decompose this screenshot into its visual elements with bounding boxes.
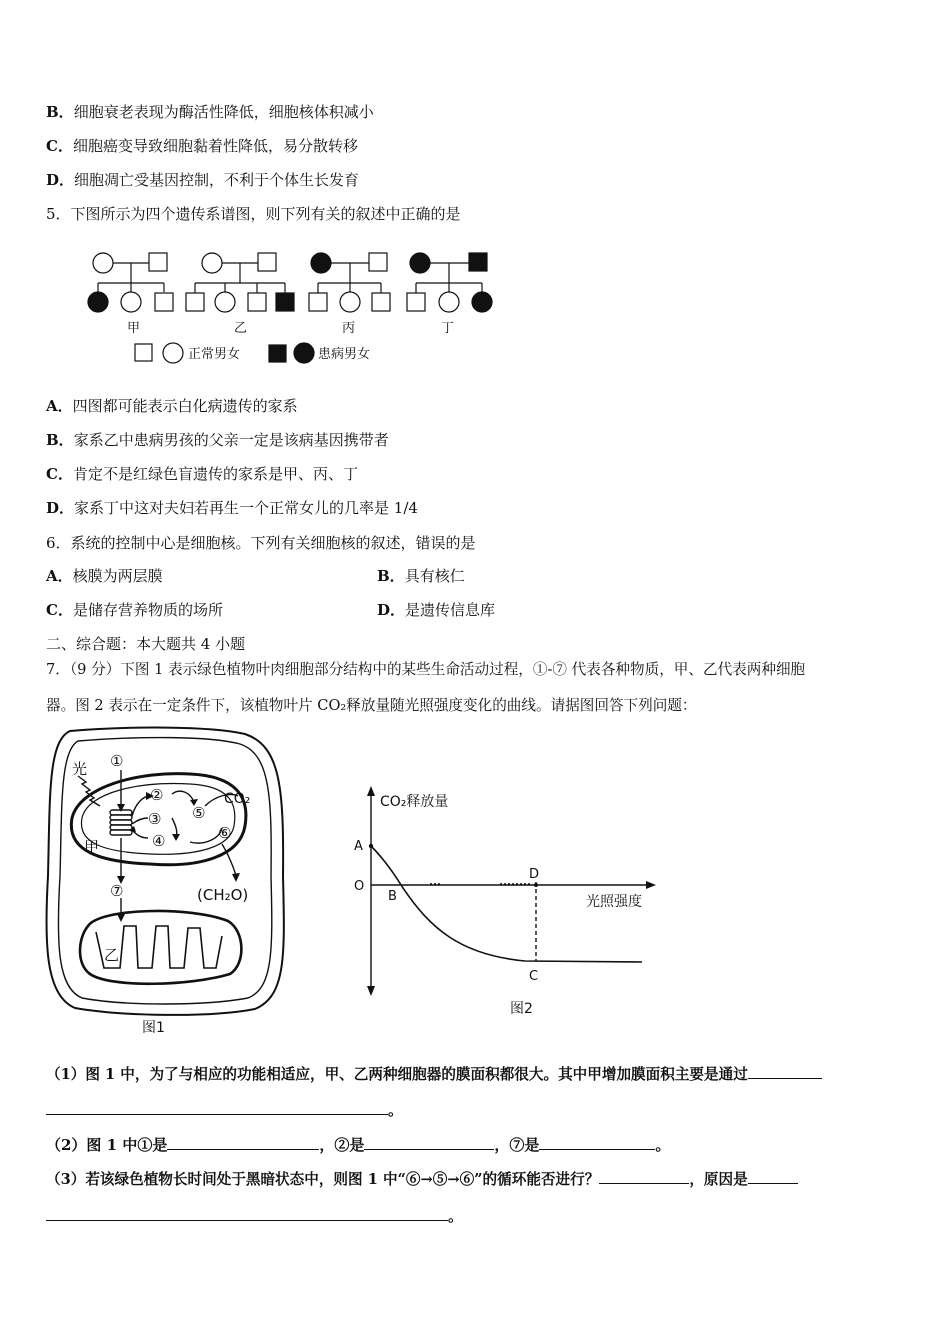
fig1-label-4: ④ xyxy=(152,832,166,850)
q4-option-d: D．细胞凋亡受基因控制，不利于个体生长发育 xyxy=(46,171,360,189)
answer-blank-6-cont[interactable] xyxy=(46,1206,448,1221)
q6-option-b: B．具有核仁 xyxy=(377,567,465,585)
answer-blank-1[interactable] xyxy=(748,1064,822,1079)
pedigree-label-bing: 丙 xyxy=(342,321,356,336)
fig1-yi-label: 乙 xyxy=(104,946,120,964)
pedigree-jia xyxy=(88,253,173,312)
fig2-xlabel: 光照强度 xyxy=(586,894,642,910)
fig1-ch2o-label: (CH₂O) xyxy=(197,886,249,904)
fig2-caption: 图2 xyxy=(510,1001,533,1017)
light-label: 光 xyxy=(72,760,88,778)
fig2-point-b: B xyxy=(388,889,397,904)
q6-option-c: C．是储存营养物质的场所 xyxy=(46,601,223,619)
legend-affected-female-icon xyxy=(294,343,314,363)
legend-normal-male-icon xyxy=(135,344,152,361)
q7-sub2: （2）图 1 中①是 ，②是 ，⑦是 。 xyxy=(46,1136,671,1154)
q5-option-c: C．肯定不是红绿色盲遗传的家系是甲、丙、丁 xyxy=(46,465,358,483)
q7-sub3-line2: 。 xyxy=(46,1206,463,1226)
fig2-point-c: C xyxy=(529,969,539,984)
legend-affected-label: 患病男女 xyxy=(318,347,371,362)
pedigree-label-ding: 丁 xyxy=(441,321,455,336)
figure-2-co2-curve xyxy=(340,780,670,1020)
section-heading: 二、综合题：本大题共 4 小题 xyxy=(46,635,246,653)
answer-blank-1-cont[interactable] xyxy=(46,1100,388,1115)
fig1-caption: 图1 xyxy=(142,1020,165,1036)
answer-blank-3[interactable] xyxy=(364,1135,494,1150)
fig1-label-3: ③ xyxy=(148,810,162,828)
thylakoid-stack-icon xyxy=(110,810,132,835)
q5-option-d: D．家系丁中这对夫妇若再生一个正常女儿的几率是 1/4 xyxy=(46,499,418,517)
q5-option-b: B．家系乙中患病男孩的父亲一定是该病基因携带者 xyxy=(46,431,389,449)
legend-normal-female-icon xyxy=(163,343,183,363)
pedigree-label-yi: 乙 xyxy=(234,321,248,336)
fig1-label-5: ⑤ xyxy=(192,804,206,822)
fig2-point-o: O xyxy=(354,879,365,894)
q5-option-a: A．四图都可能表示白化病遗传的家系 xyxy=(46,397,298,415)
figure-1-cell-diagram xyxy=(40,726,290,1040)
pedigree-bing xyxy=(309,253,390,312)
fig1-label-6: ⑥ xyxy=(218,824,232,842)
q7-sub3-line1: （3）若该绿色植物长时间处于黑暗状态中，则图 1 中“⑥→⑤→⑥”的循环能否进行？ ，原因是 xyxy=(46,1169,798,1190)
q4-option-b: B．细胞衰老表现为酶活性降低，细胞核体积减小 xyxy=(46,103,374,121)
q6-option-a: A．核膜为两层膜 xyxy=(46,567,163,585)
q7-stem-line1: 7．（9 分）下图 1 表示绿色植物叶肉细胞部分结构中的某些生命活动过程，①-⑦ 代表各种物质，甲、乙代表两种细胞 xyxy=(46,661,806,678)
answer-blank-5[interactable] xyxy=(599,1169,689,1184)
answer-blank-6[interactable] xyxy=(748,1169,798,1184)
fig1-label-7: ⑦ xyxy=(110,882,124,900)
fig1-jia-label: 甲 xyxy=(84,838,100,856)
pedigree-figure xyxy=(80,246,520,372)
fig2-point-a: A xyxy=(354,839,363,854)
fig1-label-2: ② xyxy=(150,786,164,804)
legend-affected-male-icon xyxy=(269,345,286,362)
fig1-label-1: ① xyxy=(110,752,124,770)
fig2-ylabel: CO₂释放量 xyxy=(380,794,449,810)
q7-sub1-line2: 。 xyxy=(46,1100,403,1120)
pedigree-label-jia: 甲 xyxy=(127,321,141,336)
q7-sub1-line1: （1）图 1 中，为了与相应的功能相适应，甲、乙两种细胞器的膜面积都很大。其中甲增加膜面积主要是通过 xyxy=(46,1064,822,1085)
q7-stem-line2: 器。图 2 表示在一定条件下，该植物叶片 CO₂释放量随光照强度变化的曲线。请据图回答下列问题： xyxy=(46,697,697,714)
pedigree-yi xyxy=(186,253,294,312)
fig2-point-d: D xyxy=(529,867,540,882)
fig1-co2-label: CO₂ xyxy=(224,791,251,807)
answer-blank-4[interactable] xyxy=(539,1135,655,1150)
q4-option-c: C．细胞癌变导致细胞黏着性降低，易分散转移 xyxy=(46,137,358,155)
q6-stem: 6．系统的控制中心是细胞核。下列有关细胞核的叙述，错误的是 xyxy=(46,534,476,552)
q6-option-d: D．是遗传信息库 xyxy=(377,601,496,619)
legend-normal-label: 正常男女 xyxy=(188,347,241,362)
pedigree-ding xyxy=(407,253,492,312)
answer-blank-2[interactable] xyxy=(167,1135,319,1150)
q5-stem: 5．下图所示为四个遗传系谱图，则下列有关的叙述中正确的是 xyxy=(46,205,461,223)
